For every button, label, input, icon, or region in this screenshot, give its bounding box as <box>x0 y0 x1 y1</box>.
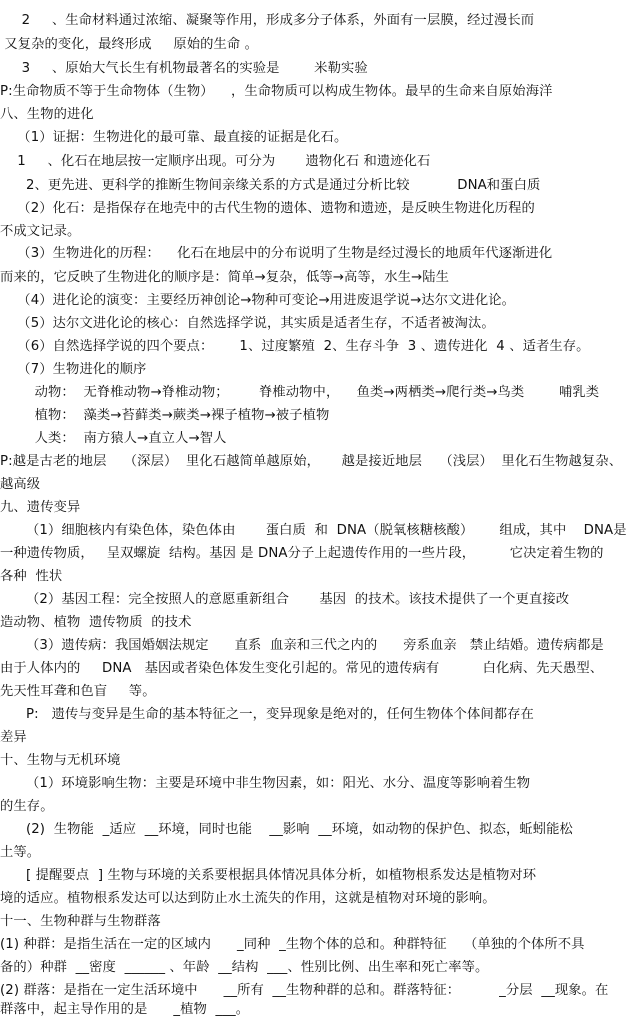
text-line: 的生存。 <box>0 799 54 814</box>
text-line: （5）达尔文进化论的核心：自然选择学说，其实质是适者生存，不适者被淘汰。 <box>0 316 495 331</box>
text-line: [ 提醒要点 ] 生物与环境的关系要根据具体情况具体分析，如植物根系发达是植物对环 <box>0 868 537 883</box>
text-line: 土等。 <box>0 845 41 860</box>
text-line: 2 、生命材料通过浓缩、凝聚等作用，形成多分子体系，外面有一层膜，经过漫长而 <box>0 13 535 28</box>
text-line: 各种 性状 <box>0 569 63 584</box>
text-line: P: 遗传与变异是生命的基本特征之一，变异现象是绝对的，任何生物体个体间都存在 <box>0 707 534 722</box>
text-line: 动物： 无脊椎动物→脊椎动物； 脊椎动物中， 鱼类→两栖类→爬行类→鸟类 哺乳类 <box>0 385 600 400</box>
text-line: 3 、原始大气长生有机物最著名的实验是 米勒实验 <box>0 61 368 76</box>
text-line: 人类： 南方猿人→直立人→智人 <box>0 431 227 446</box>
text-line: （7）生物进化的顺序 <box>0 362 147 377</box>
text-line: (2) 群落：是指在一定生活环境中 __所有 __生物种群的总和。群落特征： _分层 __现象。在 <box>0 983 609 998</box>
text-line: P:越是古老的地层 （深层） 里化石越简单越原始， 越是接近地层 （浅层） 里化石生物越复杂、 <box>0 454 623 469</box>
section-heading: 十、生物与无机环境 <box>0 753 121 768</box>
section-heading: 十一、生物种群与生物群落 <box>0 914 161 929</box>
section-heading: 八、生物的进化 <box>0 107 94 122</box>
text-line: 备的）种群 __密度 ______ 、年龄 __结构 ___、性别比例、出生率和死亡率等。 <box>0 960 489 975</box>
text-line: （4）进化论的演变：主要经历神创论→物种可变论→用进废退学说→达尔文进化论。 <box>0 293 516 308</box>
text-line: 一种遗传物质， 呈双螺旋 结构。基因 是 DNA分子上起遗传作用的一些片段， 它决定着生物的 <box>0 546 604 561</box>
text-line: P:生命物质不等于生命物体（生物） ，生命物质可以构成生物体。最早的生命来自原始海洋 <box>0 84 553 99</box>
section-heading: 九、遗传变异 <box>0 500 81 515</box>
text-line: （3）遗传病：我国婚姻法规定 直系 血亲和三代之内的 旁系血亲 禁止结婚。遗传病都是 <box>0 638 604 653</box>
text-line: （1）细胞核内有染色体，染色体由 蛋白质 和 DNA（脱氧核糖核酸） 组成，其中 DNA是 <box>0 523 627 538</box>
text-line: （6）自然选择学说的四个要点： 1、过度繁殖 2、生存斗争 3 、遗传进化 4 、适者生存。 <box>0 339 590 354</box>
text-line: （2）基因工程：完全按照人的意愿重新组合 基因 的技术。该技术提供了一个更直接改 <box>0 592 570 607</box>
text-line: (2) 生物能 _适应 __环境，同时也能 __影响 __环境，如动物的保护色、拟态，蚯蚓能松 <box>0 822 573 837</box>
text-line: 不成文记录。 <box>0 224 81 239</box>
text-line: 造动物、植物 遗传物质 的技术 <box>0 615 192 630</box>
text-line: 1 、化石在地层按一定顺序出现。可分为 遗物化石 和遗迹化石 <box>0 154 431 169</box>
text-line: （3）生物进化的历程： 化石在地层中的分布说明了生物是经过漫长的地质年代逐渐进化 <box>0 246 553 261</box>
text-line: 由于人体内的 DNA 基因或者染色体发生变化引起的。常见的遗传病有 白化病、先天愚型、 <box>0 661 604 676</box>
text-line: 差异 <box>0 730 27 745</box>
text-line: 又复杂的变化，最终形成 原始的生命 。 <box>0 37 259 52</box>
text-line: 群落中，起主导作用的是 _植物 ___。 <box>0 1002 250 1017</box>
text-line: （1）环境影响生物：主要是环境中非生物因素，如：阳光、水分、温度等影响着生物 <box>0 776 531 791</box>
text-line: 越高级 <box>0 477 41 492</box>
text-line: (1) 种群：是指生活在一定的区域内 _同种 _生物个体的总和。种群特征 （单独的个体所不具 <box>0 937 585 952</box>
text-line: 境的适应。植物根系发达可以达到防止水土流失的作用，这就是植物对环境的影响。 <box>0 891 496 906</box>
text-line: （2）化石：是指保存在地壳中的古代生物的遗体、遗物和遗迹，是反映生物进化历程的 <box>0 201 535 216</box>
text-line: 植物： 藻类→苔藓类→蕨类→裸子植物→被子植物 <box>0 408 330 423</box>
text-line: 先天性耳聋和色盲 等。 <box>0 684 156 699</box>
text-line: 而来的，它反映了生物进化的顺序是：简单→复杂，低等→高等，水生→陆生 <box>0 270 450 285</box>
text-line: 2、更先进、更科学的推断生物间亲缘关系的方式是通过分析比较 DNA和蛋白质 <box>0 178 541 193</box>
text-line: （1）证据：生物进化的最可靠、最直接的证据是化石。 <box>0 130 348 145</box>
